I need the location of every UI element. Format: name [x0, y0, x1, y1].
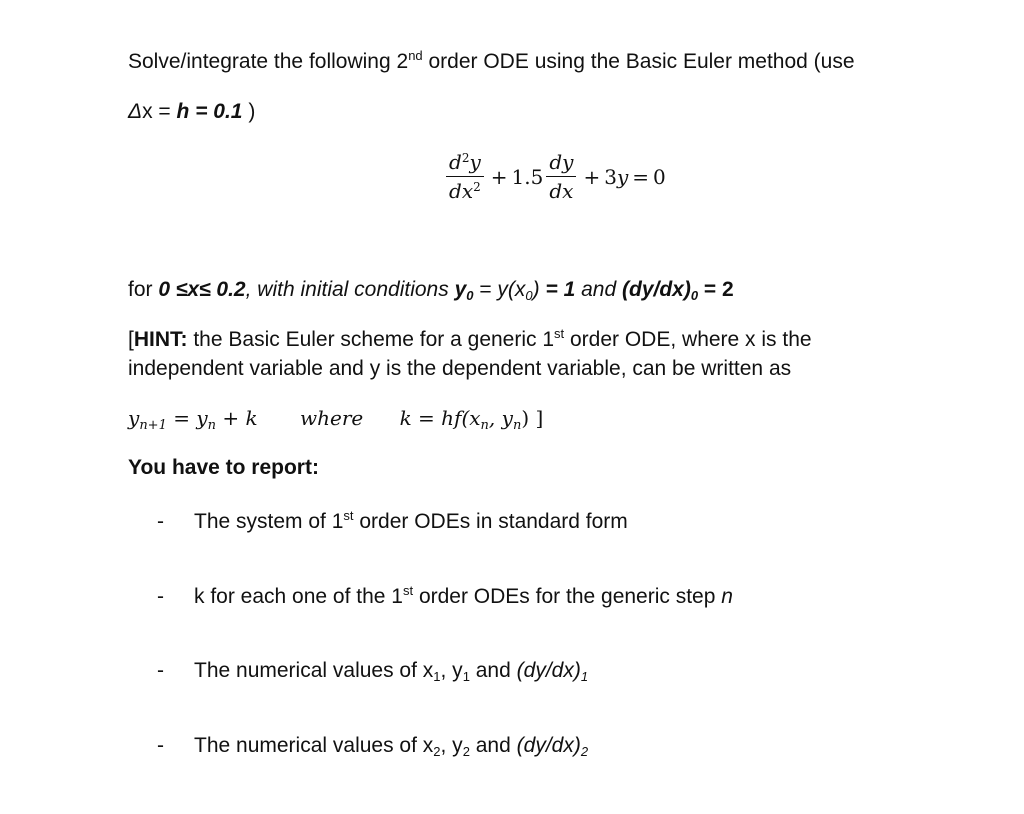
cond-and: and: [575, 278, 622, 301]
hint-text-a: the Basic Euler scheme for a generic 1: [187, 328, 555, 351]
cond-y0: y: [454, 278, 467, 301]
item-4-s3: 2: [580, 744, 589, 759]
equation-var: y: [616, 164, 629, 189]
scheme-lhs: y: [128, 406, 140, 430]
cond-for: for: [128, 278, 159, 301]
bullet-4: -: [157, 734, 164, 757]
scheme-plus-k: + k: [216, 406, 258, 430]
intro-line-1: [128, 50, 855, 74]
scheme-yn-sub: n: [207, 418, 217, 433]
plus-2: +: [583, 164, 601, 189]
item-3-b: , y: [440, 659, 463, 682]
intro-text-b: order ODE using the Basic Euler method (use: [422, 50, 855, 73]
plus-1: +: [490, 164, 508, 189]
item-2-b: order ODEs for the generic step: [413, 585, 722, 608]
frac1-num-var: y: [469, 150, 481, 174]
frac2-num: dy: [546, 150, 576, 177]
cond-eq3: = 2: [698, 278, 734, 301]
item-2-sup: st: [402, 583, 414, 598]
euler-scheme: [128, 406, 544, 433]
frac1-num-d: d: [449, 150, 462, 174]
intro-sup-nd: nd: [408, 48, 423, 63]
item-4-c: and: [469, 734, 517, 757]
item-1-b: order ODEs in standard form: [353, 510, 628, 533]
cond-yx-close: ): [532, 278, 540, 301]
item-4-s2: 2: [462, 744, 470, 759]
scheme-xn-sub: n: [480, 418, 489, 433]
frac1-den: dx: [449, 179, 474, 203]
item-4-d: (dy/dx): [516, 734, 581, 757]
scheme-eq: =: [166, 406, 197, 430]
delta-symbol: Δ: [128, 100, 143, 123]
frac1-den-sup: 2: [473, 180, 481, 194]
item-3-s2: 1: [462, 669, 470, 684]
scheme-comma: , y: [488, 406, 513, 430]
item-2-a: k for each one of the 1: [194, 585, 403, 608]
cond-eq2: = 1: [539, 278, 576, 301]
item-4-a: The numerical values of x: [194, 734, 434, 757]
scheme-yn2-sub: n: [512, 418, 522, 433]
cond-y0-sub: 0: [466, 288, 474, 303]
hint-line-2: [128, 357, 791, 381]
second-derivative-fraction: [446, 150, 484, 203]
item-1-a: The system of 1: [194, 510, 344, 533]
cond-dydx-sub: 0: [690, 288, 699, 303]
item-3-d: (dy/dx): [516, 659, 581, 682]
cond-eq1: =: [473, 278, 498, 301]
scheme-where: where: [299, 406, 364, 430]
bullet-1: -: [157, 510, 164, 533]
item-4-b: , y: [440, 734, 463, 757]
item-2-c: n: [721, 585, 733, 608]
scheme-close: ): [521, 406, 530, 430]
item-3-c: and: [469, 659, 517, 682]
intro-line-2: [128, 100, 255, 124]
hint-line-1: [128, 328, 812, 352]
intro-text-a: Solve/integrate the following 2: [128, 50, 409, 73]
hint-line-2-text: independent variable and y is the dependent variable, can be written as: [128, 357, 792, 380]
scheme-bracket: ]: [529, 406, 544, 430]
dx-equals: x =: [142, 100, 177, 123]
ode-equation: [443, 150, 666, 203]
h-value: h = 0.1: [176, 100, 243, 123]
cond-dydx: (dy/dx): [622, 278, 691, 301]
frac1-num-sup: 2: [461, 151, 470, 165]
cond-yx-sub: 0: [525, 288, 533, 303]
scheme-lhs-sub: n+1: [139, 418, 167, 433]
first-derivative-fraction: [546, 150, 576, 203]
bullet-2: -: [157, 585, 164, 608]
conditions-line: [128, 278, 734, 302]
report-heading: You have to report:: [128, 456, 319, 479]
cond-range: 0 ≤x≤ 0.2: [158, 278, 246, 301]
cond-yx: y(x: [497, 278, 526, 301]
item-1-sup: st: [343, 508, 354, 523]
item-3-s3: 1: [580, 669, 589, 684]
bullet-3: -: [157, 659, 164, 682]
hint-label: HINT:: [133, 328, 188, 351]
scheme-yn: y: [196, 406, 208, 430]
coefficient-2: 3: [604, 164, 617, 189]
equation-equals: =: [632, 164, 650, 189]
hint-open: [: [128, 328, 134, 351]
equation-rhs: 0: [653, 164, 666, 189]
frac2-den: dx: [549, 179, 574, 203]
hint-text-b: order ODE, where x is the: [564, 328, 812, 351]
cond-mid: , with initial conditions: [245, 278, 455, 301]
hint-sup-st: st: [554, 326, 565, 341]
item-3-a: The numerical values of x: [194, 659, 434, 682]
item-3-s1: 1: [433, 669, 441, 684]
coefficient-1: 1.5: [511, 164, 544, 189]
intro-close: ): [242, 100, 256, 123]
scheme-k-eq: k = hf(x: [399, 406, 481, 430]
item-4-s1: 2: [433, 744, 441, 759]
